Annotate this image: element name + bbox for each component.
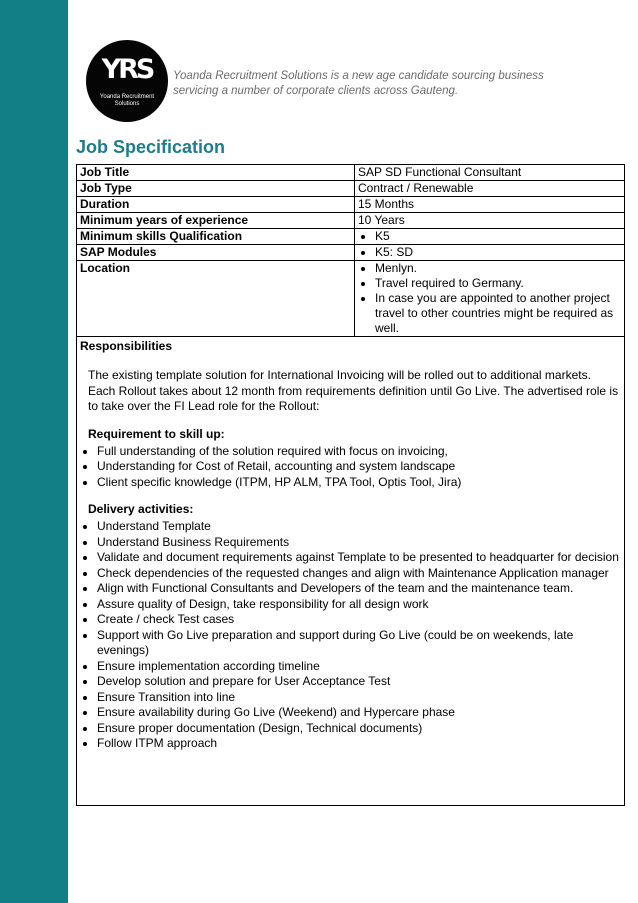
company-logo: [86, 40, 168, 122]
modules-value: [355, 245, 625, 261]
logo-name-line2: Solutions: [114, 101, 140, 107]
list-item: • Ensure availability during Go Live (Weekend) and Hypercare phase: [97, 705, 621, 721]
spec-row-qualification: [77, 229, 625, 245]
job-title-label: Job Title: [77, 165, 355, 181]
left-sidebar-bar: [0, 0, 68, 903]
qualification-list: [358, 229, 621, 244]
list-item: • Validate and document requirements against Template to be presented to headquarter for decision: [97, 550, 621, 566]
duration-value: 15 Months: [355, 197, 625, 213]
delivery-list: [80, 519, 621, 752]
modules-label: SAP Modules: [77, 245, 355, 261]
responsibilities-cell: [77, 337, 625, 806]
list-item: • Ensure implementation according timeline: [97, 659, 621, 675]
list-item: • Assure quality of Design, take responsibility for all design work: [97, 597, 621, 613]
list-item: • Ensure proper documentation (Design, Technical documents): [97, 721, 621, 737]
list-item: • Full understanding of the solution required with focus on invoicing,: [97, 444, 621, 460]
logo-name-line1: Yoanda Recruitment: [99, 94, 155, 100]
location-label: Location: [77, 261, 355, 337]
list-item: • K5: SD: [375, 245, 621, 260]
delivery-heading: Delivery activities:: [88, 502, 194, 516]
list-item: • Understand Business Requirements: [97, 535, 621, 551]
list-item: • Understand Template: [97, 519, 621, 535]
list-item: • Develop solution and prepare for User Acceptance Test: [97, 674, 621, 690]
list-item: • In case you are appointed to another project travel to other countries might be required as well.: [375, 291, 621, 336]
duration-label: Duration: [77, 197, 355, 213]
list-item: • Ensure Transition into line: [97, 690, 621, 706]
spec-row-experience: [77, 213, 625, 229]
company-tagline: [173, 69, 593, 99]
skill-heading: Requirement to skill up:: [88, 426, 225, 441]
spec-row-responsibilities: [77, 337, 625, 806]
job-type-value: Contract / Renewable: [355, 181, 625, 197]
experience-label: Minimum years of experience: [77, 213, 355, 229]
job-spec-table: [76, 164, 625, 806]
list-item: • Support with Go Live preparation and support during Go Live (could be on weekends, late evenings): [97, 628, 621, 659]
list-item: • Menlyn.: [375, 261, 621, 276]
list-item: • Follow ITPM approach: [97, 736, 621, 752]
list-item: • Align with Functional Consultants and Developers of the team and the maintenance team.: [97, 581, 621, 597]
spec-row-job-type: [77, 181, 625, 197]
list-item: • Check dependencies of the requested changes and align with Maintenance Application manager: [97, 566, 621, 582]
qualification-label: Minimum skills Qualification: [77, 229, 355, 245]
document-title: Job Specification: [76, 137, 226, 157]
spec-row-modules: [77, 245, 625, 261]
list-item: • Client specific knowledge (ITPM, HP ALM, TPA Tool, Optis Tool, Jira): [97, 475, 621, 491]
spec-row-location: [77, 261, 625, 337]
responsibilities-heading: Responsibilities: [80, 339, 173, 353]
responsibilities-intro: The existing template solution for International Invoicing will be rolled out to additional markets. Each Rollout takes about 12 month from requirements definition until Go Live. The advertised role is to take over the FI Lead role for the Rollout:: [88, 368, 619, 413]
spec-row-job-title: [77, 165, 625, 181]
spec-row-duration: [77, 197, 625, 213]
list-item: • Understanding for Cost of Retail, accounting and system landscape: [97, 459, 621, 475]
tagline-line1: Yoanda Recruitment Solutions is a new age candidate sourcing business: [173, 70, 544, 82]
list-item: • Travel required to Germany.: [375, 276, 621, 291]
job-type-label: Job Type: [77, 181, 355, 197]
logo-company-name: [86, 94, 168, 108]
list-item: • Create / check Test cases: [97, 612, 621, 628]
location-list: [358, 261, 621, 336]
experience-value: 10 Years: [355, 213, 625, 229]
logo-mark: YRS: [101, 54, 153, 85]
location-value: [355, 261, 625, 337]
tagline-line2: servicing a number of corporate clients across Gauteng.: [173, 85, 459, 97]
job-title-value: SAP SD Functional Consultant: [355, 165, 625, 181]
list-item: • K5: [375, 229, 621, 244]
skill-list: [80, 444, 621, 491]
qualification-value: [355, 229, 625, 245]
modules-list: [358, 245, 621, 260]
